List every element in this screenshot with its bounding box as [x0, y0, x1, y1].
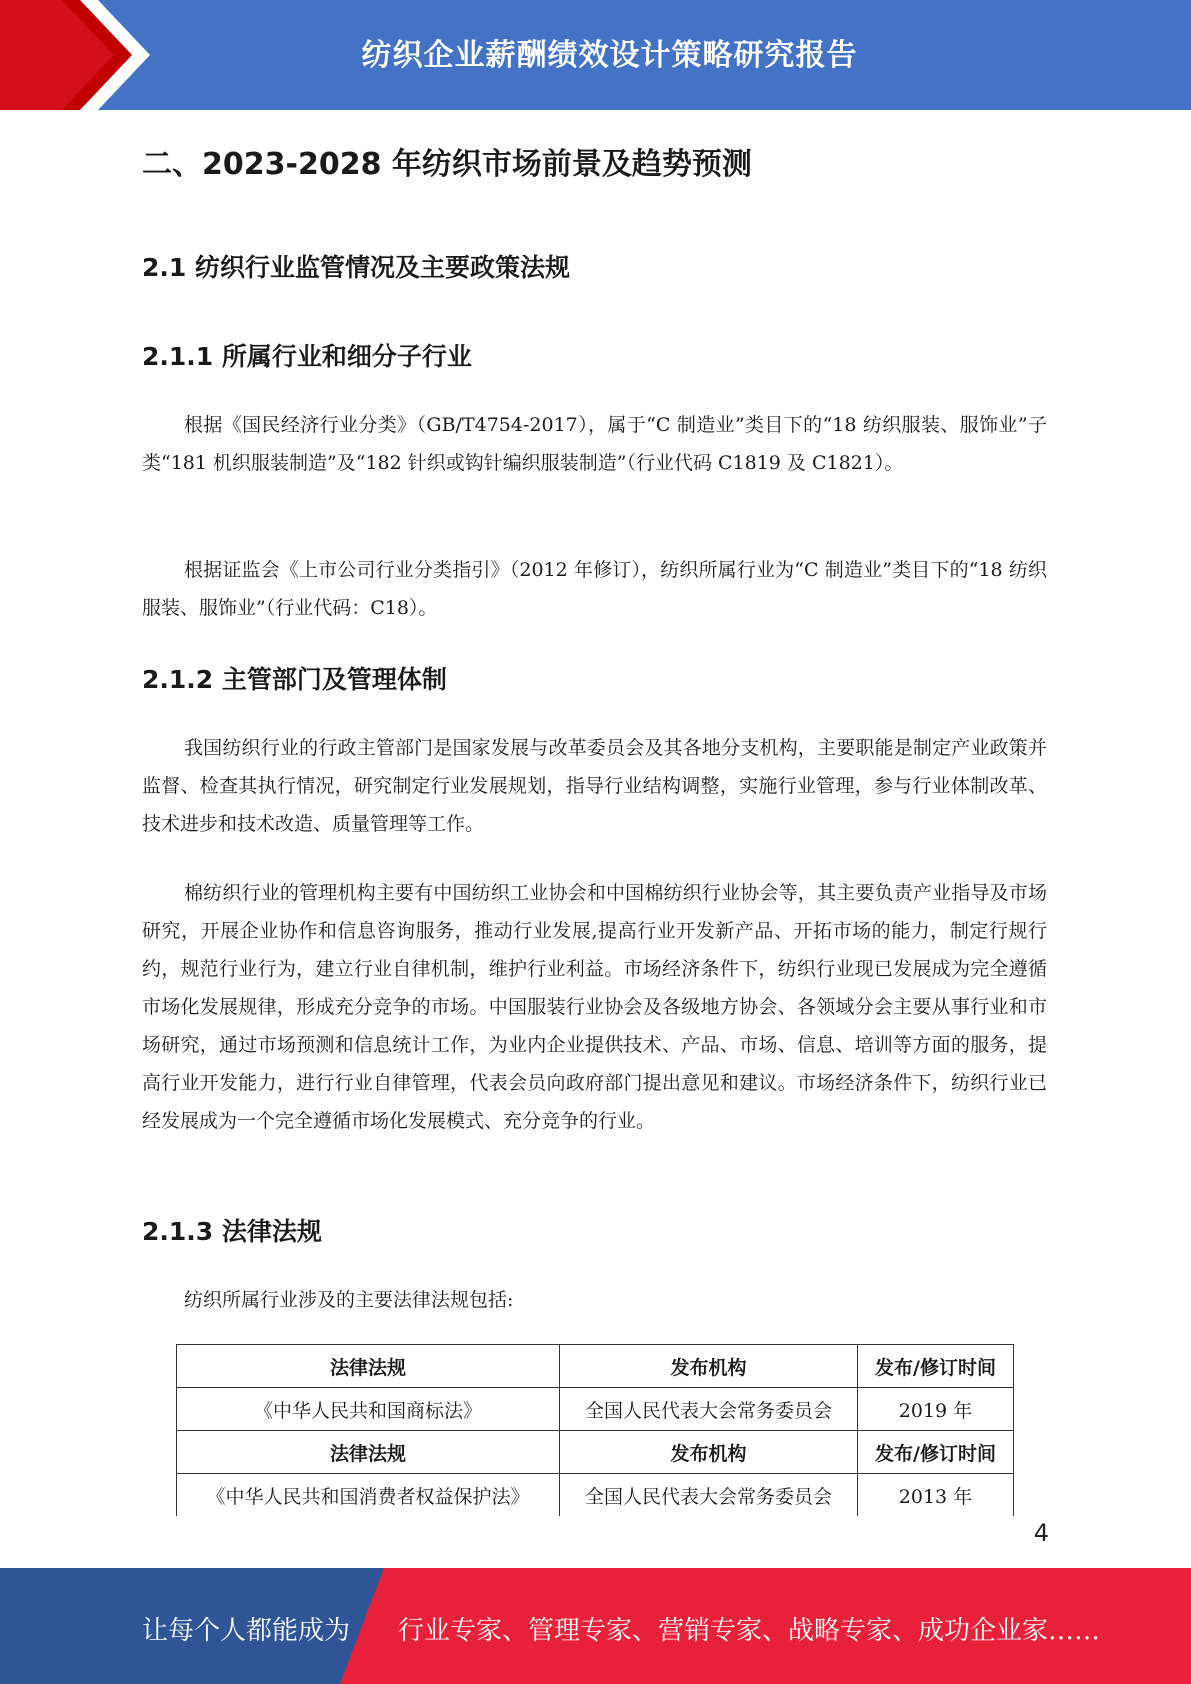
table-cell: 《中华人民共和国商标法》	[177, 1388, 560, 1431]
column-header: 发布机构	[560, 1345, 858, 1388]
paragraph: 我国纺织行业的行政主管部门是国家发展与改革委员会及其各地分支机构，主要职能是制定产业政策并监督、检查其执行情况，研究制定行业发展规划，指导行业结构调整，实施行业管理，参与行业体制改革、技术进步和技术改造、质量管理等工作。	[142, 737, 1047, 835]
subsection-2-1-1-title: 2.1.1 所属行业和细分子行业	[142, 342, 472, 371]
subsection-2-1-2-title: 2.1.2 主管部门及管理体制	[142, 665, 447, 694]
paragraph: 根据《国民经济行业分类》（GB/T4754-2017），属于“C 制造业”类目下的“18 纺织服装、服饰业”子类“181 机织服装制造”及“182 针织或钩针编织服装制造”（行业代码 C1819 及 C1821）。	[142, 414, 1047, 474]
footer-slogan-right: 行业专家、管理专家、营销专家、战略专家、成功企业家……	[398, 1616, 1101, 1646]
paragraph: 纺织所属行业涉及的主要法律法规包括:	[184, 1289, 514, 1311]
table-header-row	[177, 1345, 1014, 1388]
column-header: 发布/修订时间	[858, 1431, 1014, 1474]
page-header	[0, 0, 1191, 110]
footer-slogan-left: 让每个人都能成为	[142, 1616, 351, 1646]
column-header: 法律法规	[177, 1345, 560, 1388]
laws-table-container	[142, 1340, 1047, 1516]
table-cell: 全国人民代表大会常务委员会	[560, 1388, 858, 1431]
table-row	[177, 1474, 1014, 1517]
page-footer	[0, 1568, 1191, 1684]
table-cell: 2019 年	[858, 1388, 1014, 1431]
paragraph: 根据证监会《上市公司行业分类指引》（2012 年修订），纺织所属行业为“C 制造业”类目下的“18 纺织服装、服饰业”（行业代码：C18）。	[142, 559, 1047, 619]
page-number: 4	[1033, 1519, 1049, 1547]
subsection-2-1-3-title: 2.1.3 法律法规	[142, 1217, 322, 1246]
table-row	[177, 1388, 1014, 1431]
paragraph: 棉纺织行业的管理机构主要有中国纺织工业协会和中国棉纺织行业协会等，其主要负责产业指导及市场研究，开展企业协作和信息咨询服务，推动行业发展,提高行业开发新产品、开拓市场的能力，制定行规行约，规范行业行为，建立行业自律机制，维护行业利益。市场经济条件下，纺织行业现已发展成为完全遵循市场化发展规律，形成充分竞争的市场。中国服装行业协会及各级地方协会、各领域分会主要从事行业和市场研究，通过市场预测和信息统计工作，为业内企业提供技术、产品、市场、信息、培训等方面的服务，提高行业开发能力，进行行业自律管理，代表会员向政府部门提出意见和建议。市场经济条件下，纺织行业已经发展成为一个完全遵循市场化发展模式、充分竞争的行业。	[142, 882, 1047, 1132]
column-header: 发布机构	[560, 1431, 858, 1474]
column-header: 法律法规	[177, 1431, 560, 1474]
table-cell: 《中华人民共和国消费者权益保护法》	[177, 1474, 560, 1517]
table-cell: 全国人民代表大会常务委员会	[560, 1474, 858, 1517]
laws-table	[176, 1344, 1014, 1516]
table-cell: 2013 年	[858, 1474, 1014, 1517]
report-title: 纺织企业薪酬绩效设计策略研究报告	[361, 38, 858, 73]
subsection-title: 2.1 纺织行业监管情况及主要政策法规	[142, 253, 570, 282]
section-title: 二、2023-2028 年纺织市场前景及趋势预测	[142, 147, 752, 182]
column-header: 发布/修订时间	[858, 1345, 1014, 1388]
table-header-row	[177, 1431, 1014, 1474]
